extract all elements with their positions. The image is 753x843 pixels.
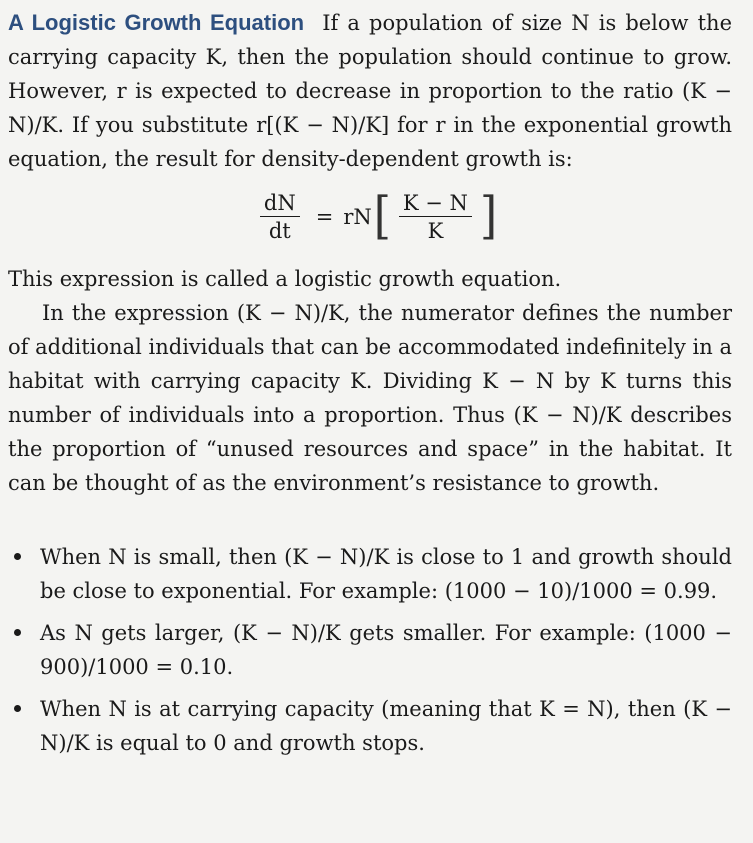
paragraph-2: In the expression (K − N)/K, the numerator defines the number of additional individuals that can be accommodated indefinitely in a habitat with carrying capacity K. Dividing K − N by K turns this number of individuals into a proportion. Thus (K − N)/K describes the proportion of “unused resources and space” in the habitat. It can be thought of as the environment’s resistance to growth. — [8, 301, 732, 495]
lhs-fraction — [260, 190, 300, 245]
list-item — [8, 616, 732, 684]
body-block — [8, 262, 732, 500]
equals-sign: = — [315, 205, 334, 229]
rhs-fraction — [399, 190, 472, 245]
intro-text: If a population of size N is below the carrying capacity K, then the population should continue to grow. However, r is expected to decrease in proportion to the ratio (K − N)/K. If you substitute r[(K − N)/K] for r in the exponential growth equation, the result for density-dependent growth is: — [8, 11, 732, 171]
list-item — [8, 692, 732, 760]
intro-paragraph — [8, 6, 732, 176]
lhs-numerator: dN — [260, 190, 300, 217]
bullet-dot — [14, 629, 21, 636]
bullet-dot — [14, 705, 21, 712]
rhs-denominator: K — [427, 218, 444, 243]
bullet-list — [8, 540, 732, 768]
left-bracket: [ — [373, 187, 391, 246]
right-bracket: ] — [479, 187, 498, 246]
section-heading: A Logistic Growth Equation — [8, 10, 305, 35]
intro-block — [8, 6, 732, 176]
paragraph-1: This expression is called a logistic growth equation. — [8, 267, 562, 291]
bullet-text: When N is small, then (K − N)/K is close to 1 and growth should be close to exponential. For example: (1000 − 10)/1000 = 0.99. — [40, 545, 732, 603]
rhs-numerator: K − N — [399, 190, 472, 217]
bullet-dot — [14, 553, 21, 560]
coefficient: rN — [343, 205, 372, 229]
bullet-text: As N gets larger, (K − N)/K gets smaller. For example: (1000 − 900)/1000 = 0.10. — [40, 621, 732, 679]
bullet-text: When N is at carrying capacity (meaning that K = N), then (K − N)/K is equal to 0 and growth stops. — [40, 697, 732, 755]
list-item — [8, 540, 732, 608]
lhs-denominator: dt — [268, 218, 291, 243]
logistic-equation — [0, 188, 753, 246]
